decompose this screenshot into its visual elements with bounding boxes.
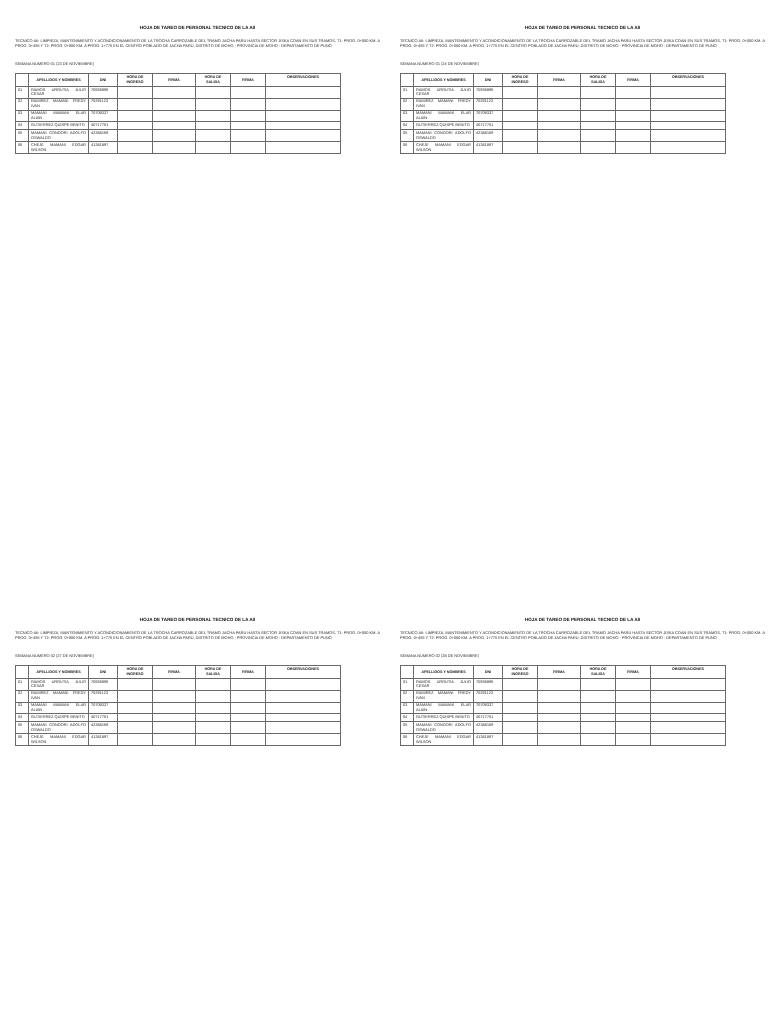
firma-ingreso-cell (153, 722, 196, 734)
hora-ingreso-cell (503, 734, 538, 746)
hora-ingreso-cell (503, 130, 538, 142)
hora-salida-cell (196, 734, 231, 746)
firma-salida-cell (616, 734, 651, 746)
tareo-sheet (400, 617, 765, 752)
hora-salida-cell (196, 110, 231, 122)
observaciones-cell (266, 734, 341, 746)
firma-ingreso-cell (153, 142, 196, 154)
observaciones-cell (266, 130, 341, 142)
firma-ingreso-cell (538, 98, 581, 110)
worker-name: RAMIREZ MAMANI FREDY IVAN (29, 690, 89, 702)
table-row (16, 98, 341, 110)
hora-salida-cell (581, 98, 616, 110)
column-header-firma-salida: FIRMA (231, 666, 266, 679)
table-header (16, 666, 341, 679)
row-number: 02 (16, 98, 29, 110)
hora-salida-cell (581, 722, 616, 734)
firma-ingreso-cell (153, 679, 196, 691)
table-row (16, 122, 341, 130)
worker-dni: 70936896 (89, 679, 118, 691)
table-row (401, 690, 726, 702)
hora-salida-cell (196, 98, 231, 110)
worker-dni: 42388169 (474, 722, 503, 734)
firma-salida-cell (231, 122, 266, 130)
project-description: TECNICO AII: LIMPIEZA, MANTENIMIENTO Y ACONDICIONAMIENTO DE LA TROCHA CARROZABLE DEL TRAMO JACHA PARU HASTA SECTOR JISKA COAN EN SUS TRAMOS, T1: PROG. 0+000 KM. A PROG. 0+455 Y T2: PROG. 0+000 KM. A PROG. 1+775 EN EL CENTRO POBLADO DE JACHA PARU, DISTRITO DE MOHO - PROVINCIA DE MOHO - DEPARTAMENTO DE PUNO (15, 37, 380, 48)
worker-dni: 40717701 (89, 122, 118, 130)
observaciones-cell (266, 110, 341, 122)
observaciones-cell (651, 142, 726, 154)
worker-name: MAMANI MAMANI ELAR ALAIN (414, 702, 474, 714)
row-number: 01 (16, 87, 29, 99)
header-row (401, 666, 726, 679)
firma-ingreso-cell (538, 702, 581, 714)
hora-ingreso-cell (118, 98, 153, 110)
column-header-apellidos-nombres: APELLIDOS Y NOMBRES (29, 666, 89, 679)
row-number: 03 (16, 110, 29, 122)
firma-salida-cell (616, 110, 651, 122)
hora-salida-cell (581, 130, 616, 142)
hora-ingreso-cell (118, 690, 153, 702)
firma-salida-cell (231, 87, 266, 99)
row-number: 01 (401, 679, 414, 691)
firma-salida-cell (616, 714, 651, 722)
column-header-observaciones: OBSERVACIONES (651, 74, 726, 87)
observaciones-cell (266, 722, 341, 734)
firma-salida-cell (231, 690, 266, 702)
firma-salida-cell (231, 702, 266, 714)
firma-salida-cell (616, 122, 651, 130)
firma-salida-cell (231, 130, 266, 142)
hora-ingreso-cell (503, 122, 538, 130)
firma-ingreso-cell (538, 130, 581, 142)
hora-salida-cell (581, 679, 616, 691)
firma-ingreso-cell (153, 122, 196, 130)
worker-name: RAMOS URRUTIA JULIO CESAR (29, 679, 89, 691)
table-row (16, 87, 341, 99)
table-body (16, 679, 341, 746)
worker-name: MAMANI MAMANI ELAR ALAIN (29, 702, 89, 714)
attendance-table (15, 73, 341, 154)
header-row (16, 74, 341, 87)
firma-salida-cell (616, 98, 651, 110)
hora-salida-cell (196, 142, 231, 154)
firma-ingreso-cell (153, 690, 196, 702)
row-number: 04 (401, 122, 414, 130)
column-header-apellidos-nombres: APELLIDOS Y NOMBRES (414, 666, 474, 679)
firma-salida-cell (616, 702, 651, 714)
project-description: TECNICO AII: LIMPIEZA, MANTENIMIENTO Y ACONDICIONAMIENTO DE LA TROCHA CARROZABLE DEL TRAMO JACHA PARU HASTA SECTOR JISKA COAN EN SUS TRAMOS, T1: PROG. 0+000 KM. A PROG. 0+455 Y T2: PROG. 0+000 KM. A PROG. 1+775 EN EL CENTRO POBLADO DE JACHA PARU, DISTRITO DE MOHO - PROVINCIA DE MOHO - DEPARTAMENTO DE PUNO (400, 37, 765, 48)
worker-name: MAMANI CONDORI ADOLFO OSWALDO (414, 130, 474, 142)
worker-dni: 41381897 (89, 142, 118, 154)
observaciones-cell (651, 87, 726, 99)
row-number: 02 (401, 98, 414, 110)
column-header-number (401, 666, 414, 679)
worker-name: GUTIERREZ QUISPE BENITO (29, 122, 89, 130)
firma-ingreso-cell (538, 679, 581, 691)
column-header-firma-salida: FIRMA (231, 74, 266, 87)
worker-name: MAMANI MAMANI ELAR ALAIN (29, 110, 89, 122)
firma-salida-cell (616, 130, 651, 142)
observaciones-cell (651, 122, 726, 130)
row-number: 03 (401, 702, 414, 714)
table-row (401, 130, 726, 142)
row-number: 02 (16, 690, 29, 702)
table-header (401, 74, 726, 87)
worker-dni: 41381897 (474, 734, 503, 746)
firma-ingreso-cell (153, 110, 196, 122)
table-row (401, 110, 726, 122)
worker-name: CHEJE MAMANI EDGAR WILSON (29, 142, 89, 154)
observaciones-cell (651, 714, 726, 722)
table-row (401, 98, 726, 110)
hora-salida-cell (196, 714, 231, 722)
project-description: TECNICO AII: LIMPIEZA, MANTENIMIENTO Y ACONDICIONAMIENTO DE LA TROCHA CARROZABLE DEL TRAMO JACHA PARU HASTA SECTOR JISKA COAN EN SUS TRAMOS, T1: PROG. 0+000 KM. A PROG. 0+455 Y T2: PROG. 0+000 KM. A PROG. 1+775 EN EL CENTRO POBLADO DE JACHA PARU, DISTRITO DE MOHO - PROVINCIA DE MOHO - DEPARTAMENTO DE PUNO (400, 629, 765, 640)
column-header-dni: DNI (89, 666, 118, 679)
worker-dni: 70709337 (89, 110, 118, 122)
hora-salida-cell (196, 702, 231, 714)
column-header-dni: DNI (89, 74, 118, 87)
table-body (401, 679, 726, 746)
hora-salida-cell (581, 122, 616, 130)
worker-dni: 41381897 (89, 734, 118, 746)
tareo-sheet (15, 25, 380, 160)
hora-ingreso-cell (118, 714, 153, 722)
worker-dni: 70291123 (474, 690, 503, 702)
column-header-dni: DNI (474, 666, 503, 679)
table-row (401, 122, 726, 130)
observaciones-cell (651, 690, 726, 702)
worker-name: CHEJE MAMANI EDGAR WILSON (414, 142, 474, 154)
column-header-firma-ingreso: FIRMA (153, 74, 196, 87)
worker-name: MAMANI CONDORI ADOLFO OSWALDO (29, 722, 89, 734)
observaciones-cell (266, 87, 341, 99)
hora-salida-cell (581, 142, 616, 154)
row-number: 01 (16, 679, 29, 691)
tareo-sheet (400, 25, 765, 160)
hora-ingreso-cell (118, 722, 153, 734)
observaciones-cell (651, 722, 726, 734)
worker-name: RAMIREZ MAMANI FREDY IVAN (29, 98, 89, 110)
column-header-number (401, 74, 414, 87)
column-header-hora-ingreso: HORA DE INGRESO (118, 666, 153, 679)
column-header-hora-salida: HORA DE SALIDA (196, 666, 231, 679)
column-header-observaciones: OBSERVACIONES (266, 666, 341, 679)
firma-salida-cell (231, 714, 266, 722)
worker-dni: 70936896 (474, 679, 503, 691)
table-row (401, 714, 726, 722)
hora-ingreso-cell (118, 142, 153, 154)
worker-name: CHEJE MAMANI EDGAR WILSON (29, 734, 89, 746)
firma-salida-cell (616, 87, 651, 99)
row-number: 06 (16, 734, 29, 746)
hora-ingreso-cell (118, 130, 153, 142)
observaciones-cell (266, 98, 341, 110)
column-header-apellidos-nombres: APELLIDOS Y NOMBRES (29, 74, 89, 87)
firma-salida-cell (616, 690, 651, 702)
hora-ingreso-cell (118, 679, 153, 691)
table-row (401, 679, 726, 691)
observaciones-cell (651, 110, 726, 122)
observaciones-cell (266, 142, 341, 154)
worker-name: RAMOS URRUTIA JULIO CESAR (29, 87, 89, 99)
tareo-sheet (15, 617, 380, 752)
table-row (401, 722, 726, 734)
row-number: 05 (16, 130, 29, 142)
observaciones-cell (651, 130, 726, 142)
row-number: 06 (401, 734, 414, 746)
table-body (401, 87, 726, 154)
column-header-hora-ingreso: HORA DE INGRESO (503, 74, 538, 87)
hora-ingreso-cell (503, 142, 538, 154)
table-row (16, 714, 341, 722)
worker-dni: 70936896 (89, 87, 118, 99)
hora-salida-cell (581, 110, 616, 122)
week-label: SEMANA NUMERO 02 (28 DE NOVIEMBRE) (400, 652, 479, 658)
hora-ingreso-cell (118, 110, 153, 122)
firma-ingreso-cell (538, 722, 581, 734)
observaciones-cell (266, 690, 341, 702)
firma-ingreso-cell (538, 87, 581, 99)
hora-salida-cell (196, 130, 231, 142)
worker-dni: 40717701 (89, 714, 118, 722)
hora-ingreso-cell (118, 87, 153, 99)
week-label: SEMANA NUMERO 01 (24 DE NOVIEMBRE) (400, 60, 479, 66)
worker-dni: 41381897 (474, 142, 503, 154)
column-header-firma-ingreso: FIRMA (153, 666, 196, 679)
observaciones-cell (266, 702, 341, 714)
firma-salida-cell (231, 679, 266, 691)
row-number: 04 (16, 122, 29, 130)
column-header-hora-salida: HORA DE SALIDA (581, 74, 616, 87)
week-label: SEMANA NUMERO 02 (27 DE NOVIEMBRE) (15, 652, 94, 658)
firma-ingreso-cell (538, 142, 581, 154)
column-header-firma-ingreso: FIRMA (538, 74, 581, 87)
column-header-apellidos-nombres: APELLIDOS Y NOMBRES (414, 74, 474, 87)
column-header-hora-ingreso: HORA DE INGRESO (118, 74, 153, 87)
worker-dni: 70936896 (474, 87, 503, 99)
hora-salida-cell (196, 722, 231, 734)
table-row (16, 679, 341, 691)
column-header-observaciones: OBSERVACIONES (651, 666, 726, 679)
worker-dni: 70709337 (474, 702, 503, 714)
column-header-hora-ingreso: HORA DE INGRESO (503, 666, 538, 679)
worker-name: RAMOS URRUTIA JULIO CESAR (414, 679, 474, 691)
sheet-title: HOJA DE TAREO DE PERSONAL TECNICO DE LA AII (139, 617, 256, 622)
column-header-dni: DNI (474, 74, 503, 87)
worker-dni: 70291123 (474, 98, 503, 110)
firma-ingreso-cell (538, 110, 581, 122)
worker-dni: 70709337 (89, 702, 118, 714)
observaciones-cell (651, 734, 726, 746)
worker-dni: 42388169 (474, 130, 503, 142)
hora-ingreso-cell (503, 98, 538, 110)
firma-ingreso-cell (153, 130, 196, 142)
hora-ingreso-cell (503, 722, 538, 734)
firma-salida-cell (616, 722, 651, 734)
worker-dni: 42388169 (89, 130, 118, 142)
observaciones-cell (651, 98, 726, 110)
firma-salida-cell (616, 679, 651, 691)
worker-dni: 40717701 (474, 714, 503, 722)
table-row (16, 130, 341, 142)
worker-dni: 40717701 (474, 122, 503, 130)
column-header-hora-salida: HORA DE SALIDA (581, 666, 616, 679)
worker-name: MAMANI CONDORI ADOLFO OSWALDO (414, 722, 474, 734)
hora-ingreso-cell (503, 110, 538, 122)
hora-ingreso-cell (503, 679, 538, 691)
column-header-hora-salida: HORA DE SALIDA (196, 74, 231, 87)
row-number: 06 (16, 142, 29, 154)
firma-ingreso-cell (153, 98, 196, 110)
week-label: SEMANA NUMERO 01 (23 DE NOVIEMBRE) (15, 60, 94, 66)
firma-salida-cell (231, 98, 266, 110)
sheet-title: HOJA DE TAREO DE PERSONAL TECNICO DE LA AII (139, 25, 256, 30)
hora-ingreso-cell (118, 734, 153, 746)
hora-ingreso-cell (503, 714, 538, 722)
sheet-title: HOJA DE TAREO DE PERSONAL TECNICO DE LA AII (524, 617, 641, 622)
hora-salida-cell (581, 87, 616, 99)
table-header (16, 74, 341, 87)
header-row (401, 74, 726, 87)
hora-salida-cell (581, 714, 616, 722)
table-row (16, 734, 341, 746)
row-number: 04 (401, 714, 414, 722)
column-header-firma-ingreso: FIRMA (538, 666, 581, 679)
firma-ingreso-cell (538, 734, 581, 746)
observaciones-cell (266, 714, 341, 722)
table-row (16, 110, 341, 122)
firma-ingreso-cell (538, 122, 581, 130)
row-number: 06 (401, 142, 414, 154)
row-number: 03 (401, 110, 414, 122)
table-header (401, 666, 726, 679)
table-row (16, 722, 341, 734)
table-row (401, 142, 726, 154)
firma-ingreso-cell (153, 87, 196, 99)
row-number: 01 (401, 87, 414, 99)
hora-ingreso-cell (118, 702, 153, 714)
table-body (16, 87, 341, 154)
firma-ingreso-cell (153, 702, 196, 714)
worker-name: MAMANI CONDORI ADOLFO OSWALDO (29, 130, 89, 142)
firma-salida-cell (231, 110, 266, 122)
observaciones-cell (266, 122, 341, 130)
sheet-title: HOJA DE TAREO DE PERSONAL TECNICO DE LA AII (524, 25, 641, 30)
hora-salida-cell (581, 690, 616, 702)
hora-ingreso-cell (118, 122, 153, 130)
hora-salida-cell (196, 679, 231, 691)
hora-salida-cell (196, 122, 231, 130)
worker-name: CHEJE MAMANI EDGAR WILSON (414, 734, 474, 746)
hora-salida-cell (196, 87, 231, 99)
firma-salida-cell (616, 142, 651, 154)
worker-name: GUTIERREZ QUISPE BENITO (414, 122, 474, 130)
worker-name: RAMIREZ MAMANI FREDY IVAN (414, 98, 474, 110)
project-description: TECNICO AII: LIMPIEZA, MANTENIMIENTO Y ACONDICIONAMIENTO DE LA TROCHA CARROZABLE DEL TRAMO JACHA PARU HASTA SECTOR JISKA COAN EN SUS TRAMOS, T1: PROG. 0+000 KM. A PROG. 0+455 Y T2: PROG. 0+000 KM. A PROG. 1+775 EN EL CENTRO POBLADO DE JACHA PARU, DISTRITO DE MOHO - PROVINCIA DE MOHO - DEPARTAMENTO DE PUNO (15, 629, 380, 640)
row-number: 04 (16, 714, 29, 722)
column-header-number (16, 74, 29, 87)
column-header-firma-salida: FIRMA (616, 666, 651, 679)
table-row (401, 734, 726, 746)
column-header-observaciones: OBSERVACIONES (266, 74, 341, 87)
worker-name: GUTIERREZ QUISPE BENITO (414, 714, 474, 722)
hora-salida-cell (581, 734, 616, 746)
firma-salida-cell (231, 734, 266, 746)
attendance-table (400, 665, 726, 746)
attendance-table (15, 665, 341, 746)
observaciones-cell (651, 702, 726, 714)
table-row (16, 690, 341, 702)
row-number: 05 (401, 722, 414, 734)
worker-dni: 70709337 (474, 110, 503, 122)
row-number: 02 (401, 690, 414, 702)
worker-dni: 70291123 (89, 98, 118, 110)
firma-ingreso-cell (538, 714, 581, 722)
observaciones-cell (651, 679, 726, 691)
worker-dni: 70291123 (89, 690, 118, 702)
header-row (16, 666, 341, 679)
attendance-table (400, 73, 726, 154)
observaciones-cell (266, 679, 341, 691)
column-header-firma-salida: FIRMA (616, 74, 651, 87)
worker-name: RAMIREZ MAMANI FREDY IVAN (414, 690, 474, 702)
hora-ingreso-cell (503, 702, 538, 714)
row-number: 05 (401, 130, 414, 142)
table-row (16, 702, 341, 714)
table-row (401, 702, 726, 714)
hora-ingreso-cell (503, 690, 538, 702)
hora-ingreso-cell (503, 87, 538, 99)
firma-ingreso-cell (153, 714, 196, 722)
firma-salida-cell (231, 722, 266, 734)
row-number: 05 (16, 722, 29, 734)
worker-name: RAMOS URRUTIA JULIO CESAR (414, 87, 474, 99)
firma-ingreso-cell (153, 734, 196, 746)
worker-name: MAMANI MAMANI ELAR ALAIN (414, 110, 474, 122)
table-row (401, 87, 726, 99)
column-header-number (16, 666, 29, 679)
worker-name: GUTIERREZ QUISPE BENITO (29, 714, 89, 722)
hora-salida-cell (196, 690, 231, 702)
row-number: 03 (16, 702, 29, 714)
firma-ingreso-cell (538, 690, 581, 702)
firma-salida-cell (231, 142, 266, 154)
table-row (16, 142, 341, 154)
worker-dni: 42388169 (89, 722, 118, 734)
hora-salida-cell (581, 702, 616, 714)
